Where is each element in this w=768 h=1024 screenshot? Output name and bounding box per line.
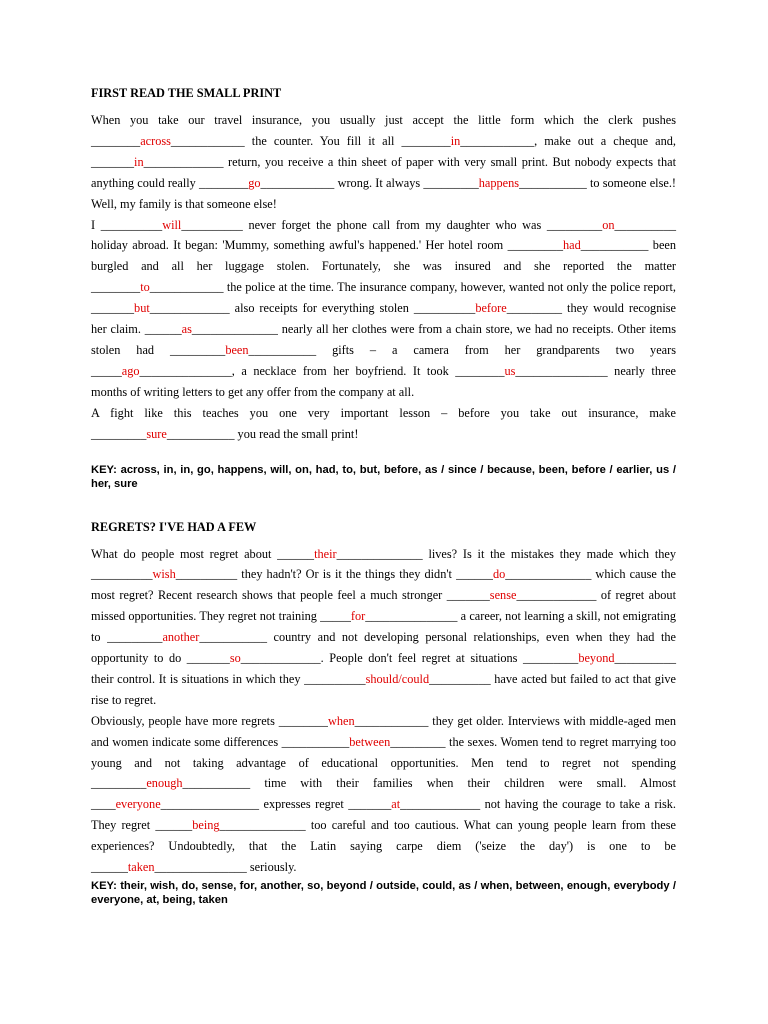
answer-word: do [492,567,506,582]
answer-key: KEY: their, wish, do, sense, for, another, so, beyond / outside, could, as / when, between, enough, everybody / everyone, at, being, taken [91,880,676,906]
text-segment: __________ their control. It is situations in which they __________ [91,651,676,686]
text-segment: _____________. People don't feel regret at situations _________ [240,651,579,666]
text-segment: ___________ been burgled and all her luggage stolen. Fortunately, she was insured and she reported the matter ________ [91,238,677,295]
text-segment: Obviously, people have more regrets ________ [91,713,328,728]
text-segment: A fight like this teaches you one very important lesson – before you take out insurance, make _________ [91,405,676,441]
text-segment: _______________ nearly three months of writing letters to get any offer from the company at all. [91,363,676,399]
answer-word: across [140,133,171,148]
paragraph [91,110,676,215]
paragraph [91,544,676,711]
text-segment: ___________ you read the small print! [166,426,359,441]
text-segment: __________ never forget the phone call from my daughter who was _________ [181,217,603,232]
answer-word: when [327,713,355,728]
paragraph [91,711,676,878]
answer-word: had [562,238,581,253]
answer-word: everyone [115,797,161,812]
text-segment: _______________, a necklace from her boyfriend. It took ________ [139,363,505,378]
answer-word: on [602,217,615,232]
answer-word: will [162,217,182,232]
answer-word: before [475,301,507,316]
answer-word: beyond [578,651,615,666]
text-segment: _____________ also receipts for everything stolen __________ [149,301,476,316]
text-segment: I __________ [91,217,163,232]
answer-word: being [192,818,220,833]
paragraph [91,215,676,403]
text-segment: _______________ a career, not learning a skill, not emigrating to _________ [91,609,676,645]
answer-word: but [134,301,150,316]
answer-word: should/could [365,671,430,686]
section-title: REGRETS? I'VE HAD A FEW [91,519,257,534]
answer-word: sure [146,426,167,441]
paragraph [91,403,676,445]
section-title: FIRST READ THE SMALL PRINT [91,86,282,100]
text-segment: ______________ nearly all her clothes were from a chain store, we had no receipts. Other items stolen had _________ [91,322,676,357]
text-segment: _____________ of regret about missed opportunities. They regret not training _____ [91,588,677,624]
answer-word: for [350,609,366,624]
text-segment: __________ they hadn't? Or is it the things they didn't ______ [175,567,493,582]
answer-word: happens [478,175,520,190]
text-segment: ____________ the police at the time. The insurance company, however, wanted not only the police report, _______ [91,280,676,316]
text-segment: __________ holiday abroad. It began: 'Mummy, something awful's happened.' Her hotel room _________ [91,217,676,253]
answer-word: to [140,280,150,295]
answer-word: sense [489,588,517,603]
answer-word: in [134,154,144,169]
answer-word: go [248,175,261,190]
answer-word: taken [127,860,155,875]
answer-word: ago [121,363,140,378]
answer-word: wish [152,567,176,582]
answer-word: so [229,651,241,666]
answer-word: as [181,322,192,337]
answer-word: between [349,734,391,749]
text-segment: ________________ expresses regret _______ [160,797,392,812]
text-segment: _____________ not having the courage to take a risk. They regret ______ [91,797,676,833]
text-segment: _____________ return, you receive a thin sheet of paper with very small print. But nobody expects that anything could really ________ [91,154,676,190]
text-segment: _________ they would recognise her claim. ______ [91,301,676,337]
text-segment: _______________ seriously. [154,860,297,875]
answer-word: been [225,342,249,357]
answer-word: in [450,133,461,148]
text-segment: ___________ time with their families when their children were small. Almost ____ [91,776,676,812]
answer-word: their [314,546,337,561]
text-segment: ___________ gifts – a camera from her grandparents two years _____ [91,342,676,378]
answer-word: at [391,797,401,812]
text-segment: ______________ too careful and too cautious. What can young people learn from these experiences? Undoubtedly, that the Latin saying carpe diem ('seize the day') is one to be ______ [91,818,676,875]
text-segment: ____________, make out a cheque and, _______ [91,133,676,169]
text-segment: ___________ to someone else.! Well, my family is that someone else! [91,175,676,211]
document-page [91,83,676,907]
text-segment: ____________ they get older. Interviews with middle-aged men and women indicate some differences ___________ [91,713,676,749]
text-segment: ____________ wrong. It always _________ [260,175,479,190]
text-segment: ___________ country and not developing personal relationships, even when they had the opportunity to do _______ [91,630,676,666]
text-segment: ______________ lives? Is it the mistakes they made which they __________ [91,546,676,582]
answer-word: us [504,363,516,378]
text-segment: What do people most regret about ______ [91,546,315,561]
answer-key: KEY: across, in, in, go, happens, will, on, had, to, but, before, as / since / because, been, before / earlier, us / her, sure [91,463,676,490]
text-segment: When you take our travel insurance, you usually just accept the little form which the clerk pushes ________ [91,113,676,148]
answer-word: another [162,630,200,645]
text-segment: ______________ which cause the most regret? Recent research shows that people feel a much stronger _______ [91,567,677,603]
text-segment: ____________ the counter. You fill it all ________ [170,133,451,148]
text-segment: _________ the sexes. Women tend to regret marrying too young and not taking advantage of educational opportunities. Men tend to regret not spending _________ [91,734,677,791]
answer-word: enough [146,776,183,791]
text-segment: __________ have acted but failed to act that give rise to regret. [91,671,676,707]
